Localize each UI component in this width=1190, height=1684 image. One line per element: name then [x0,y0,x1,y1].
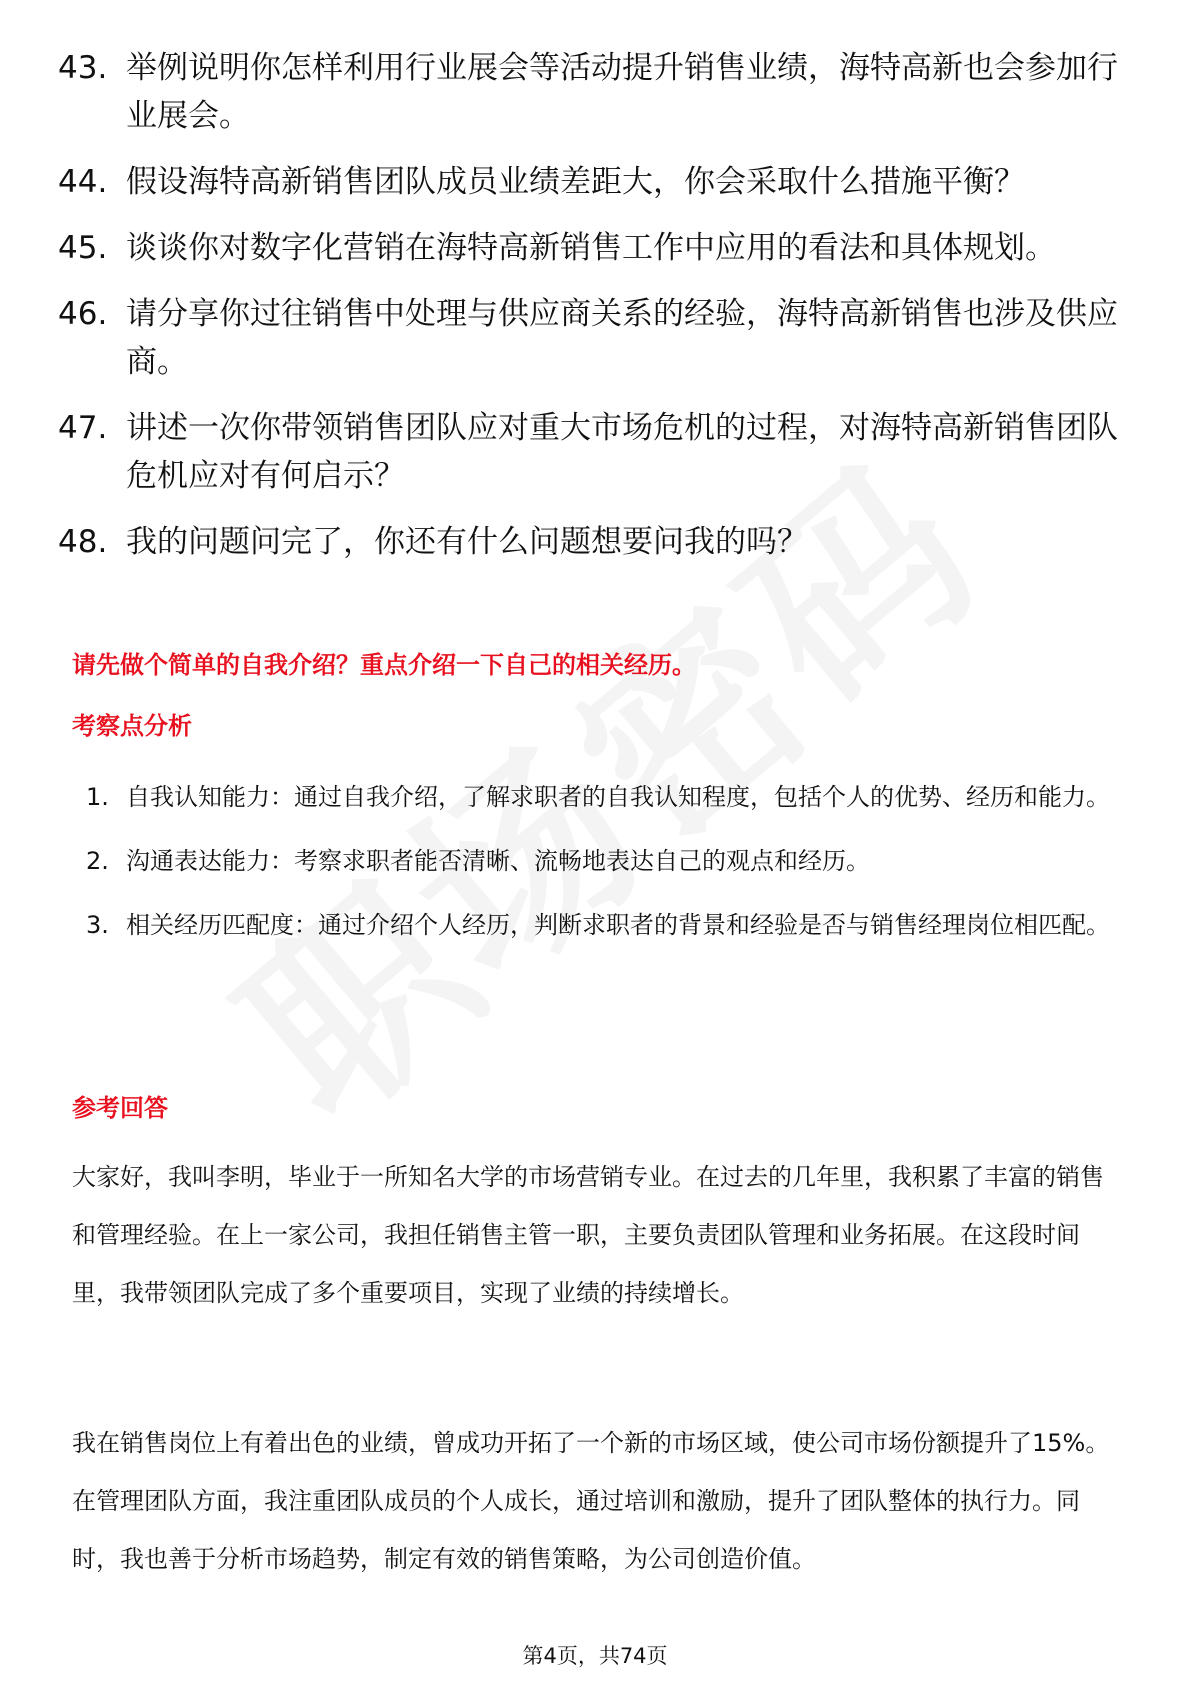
main-question-heading: 请先做个简单的自我介绍？重点介绍一下自己的相关经历。 [72,651,696,679]
answer-paragraph: 我在销售岗位上有着出色的业绩，曾成功开拓了一个新的市场区域，使公司市场份额提升了15%。在管理团队方面，我注重团队成员的个人成长，通过培训和激励，提升了团队整体的执行力。同时，我也善于分析市场趋势，制定有效的销售策略，为公司创造价值。 [72,1429,1110,1573]
analysis-number: 1. [86,783,109,811]
question-number: 47. [58,410,108,446]
question-item [58,290,1138,386]
question-text: 假设海特高新销售团队成员业绩差距大，你会采取什么措施平衡？ [126,164,1025,200]
question-text: 举例说明你怎样利用行业展会等活动提升销售业绩，海特高新也会参加行业展会。 [126,50,1118,134]
question-item [58,224,1138,272]
analysis-number: 2. [86,847,109,875]
question-item [58,44,1138,140]
question-text: 谈谈你对数字化营销在海特高新销售工作中应用的看法和具体规划。 [126,230,1056,266]
analysis-heading: 考察点分析 [72,712,192,740]
question-item [58,158,1138,206]
answer-heading: 参考回答 [72,1094,168,1122]
question-number: 46. [58,296,108,332]
question-number: 48. [58,524,108,560]
analysis-number: 3. [86,911,109,939]
question-item [58,404,1138,500]
question-number: 43. [58,50,108,86]
question-text: 讲述一次你带领销售团队应对重大市场危机的过程，对海特高新销售团队危机应对有何启示？ [126,410,1118,494]
question-number: 44. [58,164,108,200]
answer-paragraph: 大家好，我叫李明，毕业于一所知名大学的市场营销专业。在过去的几年里，我积累了丰富的销售和管理经验。在上一家公司，我担任销售主管一职，主要负责团队管理和业务拓展。在这段时间里，我带领团队完成了多个重要项目，实现了业绩的持续增长。 [72,1163,1104,1307]
question-number: 45. [58,230,108,266]
question-list [58,44,1138,584]
analysis-text: 相关经历匹配度：通过介绍个人经历，判断求职者的背景和经验是否与销售经理岗位相匹配。 [126,911,1110,939]
analysis-item [86,896,1126,954]
question-text: 请分享你过往销售中处理与供应商关系的经验，海特高新销售也涉及供应商。 [126,296,1118,380]
analysis-item [86,768,1126,826]
analysis-list [86,768,1126,960]
analysis-item [86,832,1126,890]
analysis-text: 沟通表达能力：考察求职者能否清晰、流畅地表达自己的观点和经历。 [126,847,870,875]
question-item [58,518,1138,566]
analysis-text: 自我认知能力：通过自我介绍，了解求职者的自我认知程度，包括个人的优势、经历和能力。 [126,783,1110,811]
page-footer: 第4页，共74页 [522,1644,668,1668]
question-text: 我的问题问完了，你还有什么问题想要问我的吗？ [126,524,808,560]
